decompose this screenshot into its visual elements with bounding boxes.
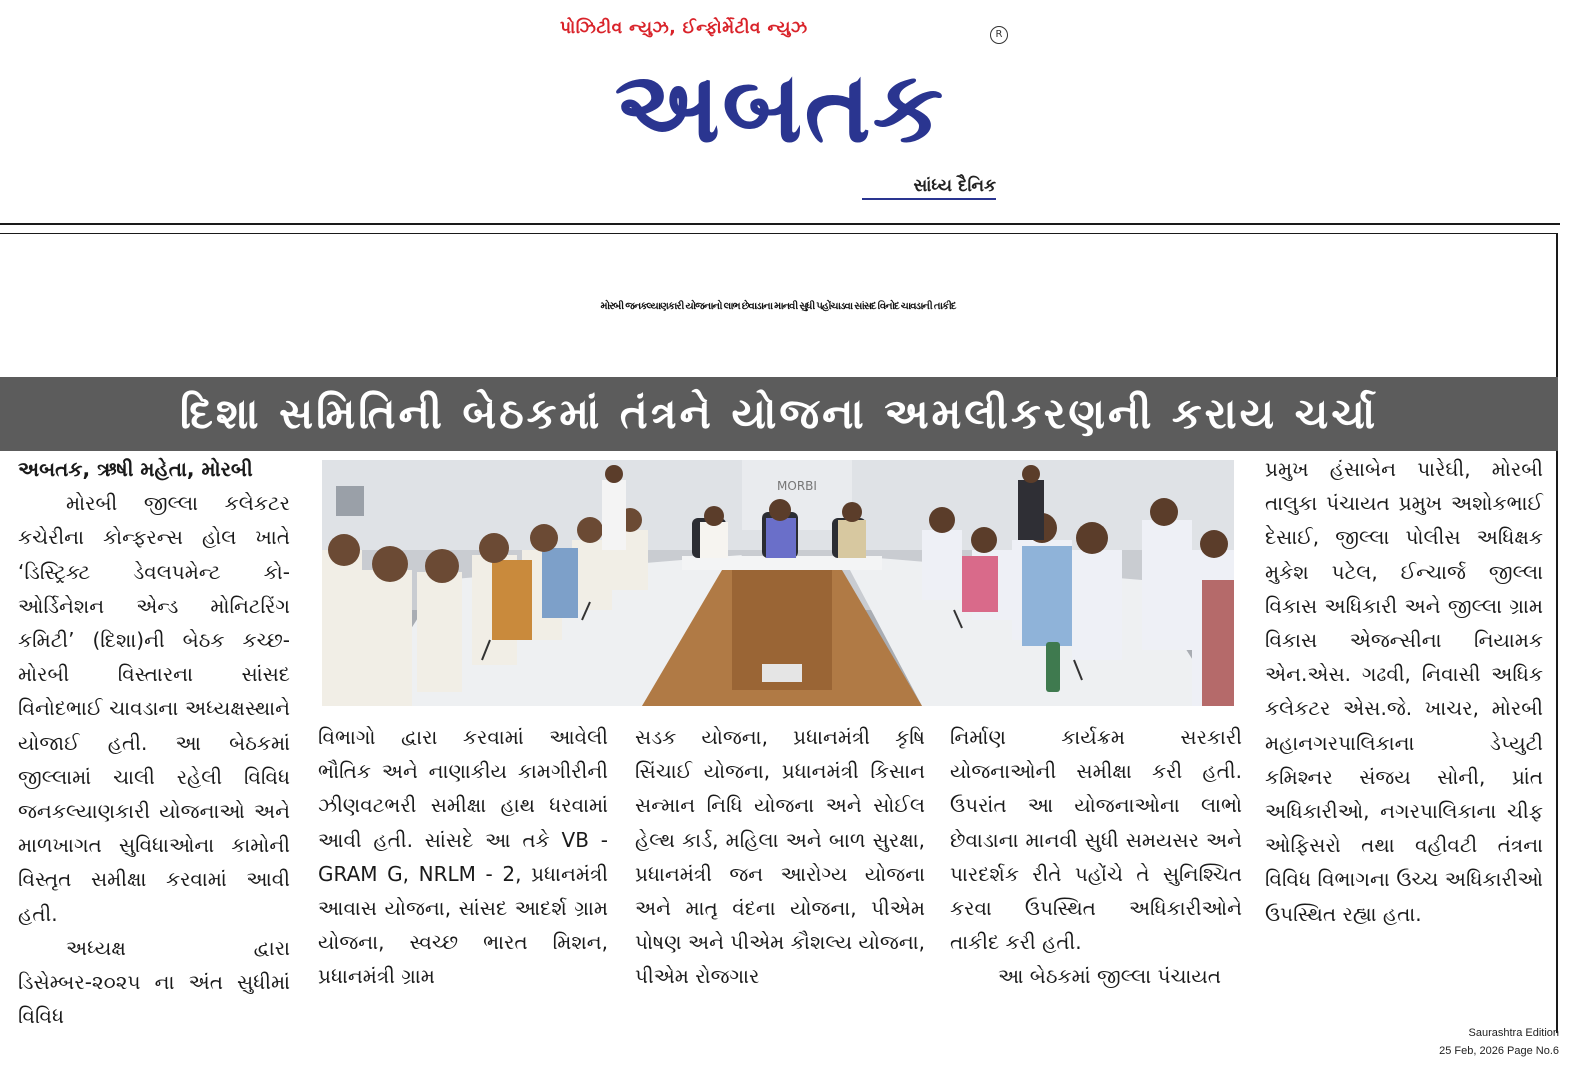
- article-headline: મોરબી જનકલ્યાણકારી યોજનાનો લાભ છેવાડાના માનવી સુધી પહોંચાડવા સાંસદ વિનોદ ચાવડાની તાકીદ: [600, 300, 956, 312]
- date-page-label: 25 Feb, 2026 Page No.6: [1439, 1045, 1559, 1057]
- masthead: [0, 0, 1573, 225]
- newspaper-logo: [560, 46, 1000, 170]
- article-column-5: [1265, 452, 1543, 1012]
- article-top-rule: [0, 233, 1558, 234]
- logo-wordmark: અબતક: [614, 51, 946, 165]
- article-paragraph: અધ્યક્ષ દ્વારા ડિસેમ્બર-૨૦૨૫ ના અંત સુધીમાં વિવિધ: [18, 935, 290, 1029]
- subheadline-bar: [0, 377, 1558, 451]
- article-column-1: [18, 452, 290, 1029]
- article-paragraph: નિર્માણ કાર્યક્રમ સરકારી યોજનાઓની સમીક્ષા કરી હતી. ઉપરાંત આ યોજનાઓના લાભો છેવાડાના માનવી સુધી સમયસર અને પારદર્શક રીતે પહોંચે તે સુનિશ્ચિત કરવા ઉપસ્થિત અધિકારીઓને તાકીદ કરી હતી.: [950, 725, 1242, 955]
- wall-sign-text: MORBI: [777, 479, 817, 493]
- article-paragraph: પ્રમુખ હંસાબેન પારેઘી, મોરબી તાલુકા પંચાયત પ્રમુખ અશોકભાઈ દેસાઈ, જીલ્લા પોલીસ અધિક્ષક મુકેશ પટેલ, ઈન્ચાર્જ જીલ્લા વિકાસ અધિકારી અને જીલ્લા ગ્રામ વિકાસ એજન્સીના નિયામક એન.એસ. ગઢવી, નિવાસી અધિક કલેકટર એસ.જે. ખાચર, મોરબી મહાનગરપાલિકાના ડેપ્યુટી કમિશ્નર સંજય સોની, પ્રાંત અધિકારીઓ, નગરપાલિકાના ચીફ ઓફિસરો તથા વહીવટી તંત્રના વિવિધ વિભાગના ઉચ્ચ અધિકારીઓ ઉપસ્થિત રહ્યા હતા.: [1265, 457, 1543, 926]
- article-paragraph: વિભાગો દ્વારા કરવામાં આવેલી ભૌતિક અને નાણાકીય કામગીરીની ઝીણવટભરી સમીક્ષા હાથ ધરવામાં આવી હતી. સાંસદે આ તકે VB -GRAM G, NRLM - 2, પ્રધાનમંત્રી આવાસ યોજના, સાંસદ આદર્શ ગ્રામ યોજના, સ્વચ્છ ભારત મિશન, પ્રધાનમંત્રી ગ્રામ: [318, 725, 608, 989]
- article-column-2: [318, 720, 608, 1010]
- article-paragraph: સડક યોજના, પ્રધાનમંત્રી કૃષિ સિંચાઈ યોજના, પ્રધાનમંત્રી કિસાન સન્માન નિધિ યોજના અને સોઈલ હેલ્થ કાર્ડ, મહિલા અને બાળ સુરક્ષા, પ્રધાનમંત્રી જન આરોગ્ય યોજના અને માતૃ વંદના યોજના, પીએમ પોષણ અને પીએમ કૌશલ્ય યોજના, પીએમ રોજગાર: [635, 725, 925, 989]
- masthead-tagline: પોઝિટીવ ન્યુઝ, ઈન્ફોર્મેટીવ ન્યુઝ: [560, 18, 808, 38]
- masthead-subtitle: સાંધ્ય દૈનિક: [913, 176, 996, 196]
- subtitle-underline: [862, 198, 996, 200]
- article-paragraph: મોરબી જીલ્લા કલેકટર કચેરીના કોન્ફરન્સ હોલ ખાતે ‘ડિસ્ટ્રિક્ટ ડેવલપમેન્ટ કો-ઓર્ડિનેશન એન્ડ મોનિટરિંગ કમિટી’ (દિશા)ની બેઠક કચ્છ-મોરબી વિસ્તારના સાંસદ વિનોદભાઈ ચાવડાના અધ્યક્ષસ્થાને યોજાઈ હતી. આ બેઠકમાં જીલ્લામાં ચાલી રહેલી વિવિધ જનકલ્યાણકારી યોજનાઓ અને માળખાગત સુવિધાઓના કામોની વિસ્તૃત સમીક્ષા કરવામાં આવી હતી.: [18, 491, 290, 926]
- article-column-3: [635, 720, 925, 1010]
- article-paragraph: આ બેઠકમાં જીલ્લા પંચાયત: [998, 964, 1222, 989]
- article-column-4: [950, 720, 1242, 1010]
- registered-mark-icon: R: [990, 26, 1008, 44]
- article-right-rule: [1556, 233, 1558, 1033]
- meeting-photo: [322, 460, 1234, 706]
- article-byline: અબતક, ઋષી મહેતા, મોરબી: [18, 457, 253, 481]
- article-subheadline: દિશા સમિતિની બેઠકમાં તંત્રને યોજના અમલીકરણની કરાય ચર્ચા: [179, 389, 1379, 438]
- edition-label: Saurashtra Edition: [1468, 1027, 1559, 1039]
- page-footer: [1439, 1024, 1559, 1060]
- masthead-divider: [0, 223, 1560, 225]
